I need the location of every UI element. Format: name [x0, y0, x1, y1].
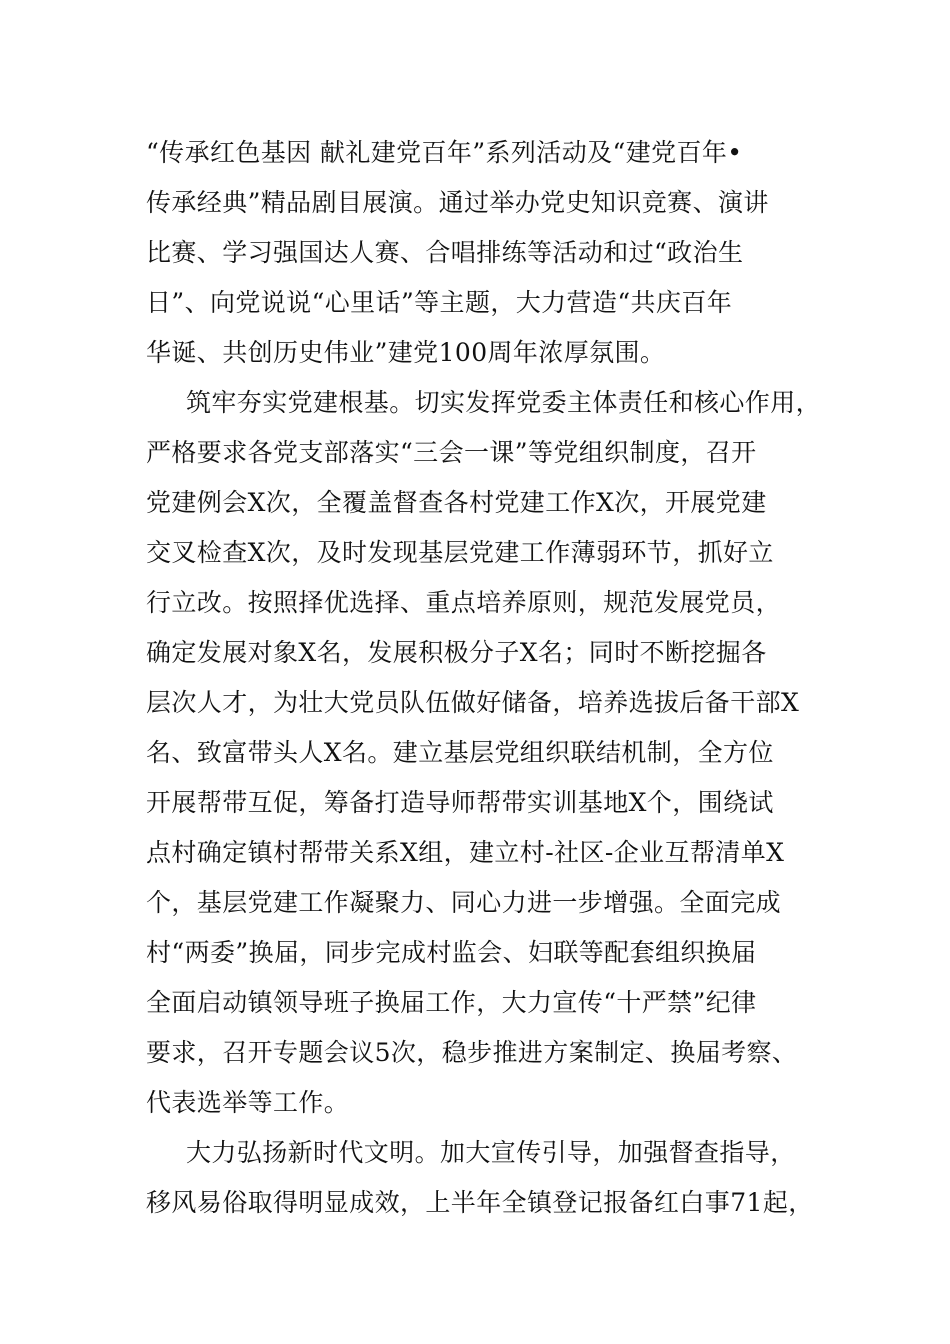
- body-text: [146, 128, 822, 1228]
- text-line: 要求，召开专题会议5次，稳步推进方案制定、换届考察、: [146, 1038, 798, 1067]
- paragraph-heading-line: 筑牢夯实党建根基。切实发挥党委主体责任和核心作用，: [186, 388, 822, 417]
- text-line: 确定发展对象X名，发展积极分子X名；同时不断挖掘各: [146, 638, 767, 667]
- text-line: 个，基层党建工作凝聚力、同心力进一步增强。全面完成: [146, 888, 782, 917]
- text-line: 传承经典”精品剧目展演。通过举办党史知识竞赛、演讲: [146, 188, 769, 217]
- text-line: 比赛、学习强国达人赛、合唱排练等活动和过“政治生: [146, 238, 744, 267]
- text-line: “传承红色基因 献礼建党百年”系列活动及“建党百年•: [146, 138, 743, 167]
- text-line: 移风易俗取得明显成效，上半年全镇登记报备红白事71起，: [146, 1188, 814, 1217]
- text-line: 层次人才，为壮大党员队伍做好储备，培养选拔后备干部X: [146, 688, 800, 717]
- text-line: 开展帮带互促，筹备打造导师帮带实训基地X个，围绕试: [146, 788, 774, 817]
- text-line: 严格要求各党支部落实“三会一课”等党组织制度，召开: [146, 438, 757, 467]
- text-line: 华诞、共创历史伟业”建党100周年浓厚氛围。: [146, 338, 666, 367]
- paragraph-heading-line: 大力弘扬新时代文明。加大宣传引导，加强督查指导，: [186, 1138, 796, 1167]
- text-line: 名、致富带头人X名。建立基层党组织联结机制，全方位: [146, 738, 774, 767]
- text-line: 党建例会X次，全覆盖督查各村党建工作X次，开展党建: [146, 488, 767, 517]
- text-line: 日”、向党说说“心里话”等主题，大力营造“共庆百年: [146, 288, 733, 317]
- text-line: 全面启动镇领导班子换届工作，大力宣传“十严禁”纪律: [146, 988, 757, 1017]
- text-line: 交叉检查X次，及时发现基层党建工作薄弱环节，抓好立: [146, 538, 774, 567]
- text-line: 行立改。按照择优选择、重点培养原则，规范发展党员，: [146, 588, 782, 617]
- text-line: 点村确定镇村帮带关系X组，建立村-社区-企业互帮清单X: [146, 838, 785, 867]
- text-line: 村“两委”换届，同步完成村监会、妇联等配套组织换届: [146, 938, 757, 967]
- text-line: 代表选举等工作。: [146, 1088, 350, 1117]
